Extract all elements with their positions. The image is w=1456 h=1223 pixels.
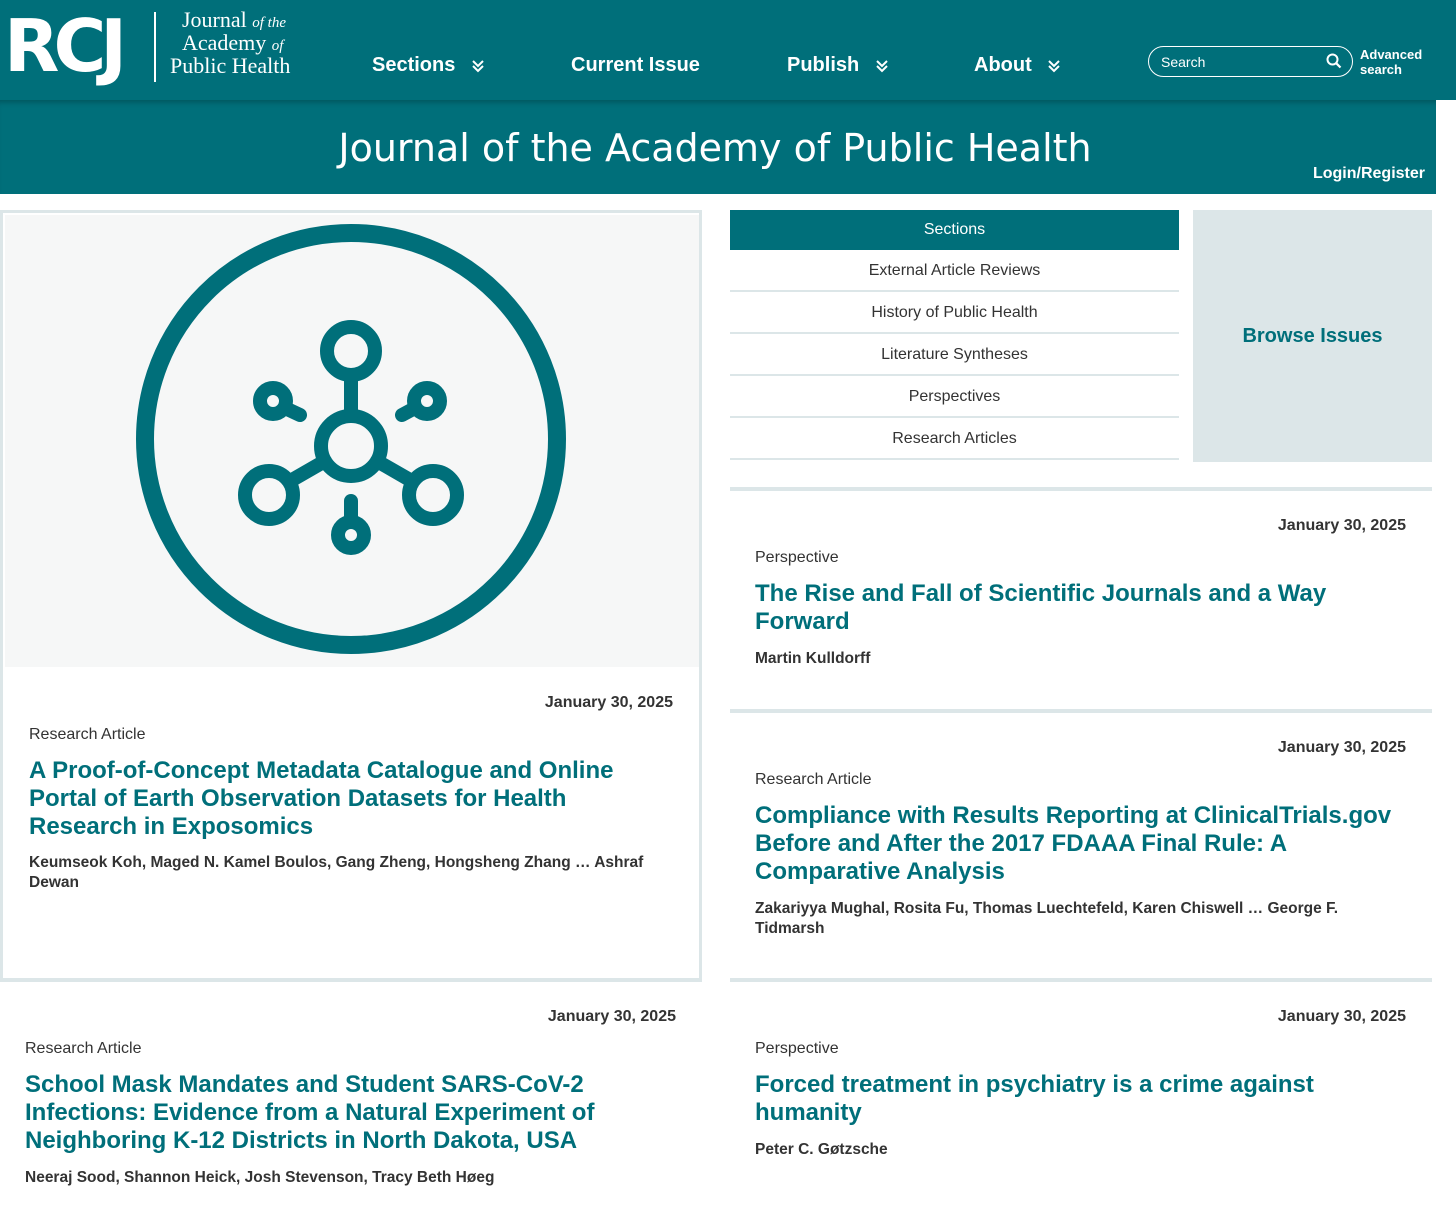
article-authors-line: Keumseok Koh, Maged N. Kamel Boulos, Gang Zheng, Hongsheng Zhang … Ashraf bbox=[29, 854, 644, 871]
article-authors bbox=[29, 853, 643, 893]
advanced-search-line-2: search bbox=[1360, 62, 1402, 77]
article-type: Research Article bbox=[755, 771, 872, 788]
article-type: Research Article bbox=[29, 726, 146, 743]
logo-line-3: Public Health bbox=[170, 53, 291, 78]
featured-article-card[interactable] bbox=[0, 210, 702, 982]
advanced-search-line-1: Advanced bbox=[1360, 47, 1423, 62]
article-authors-line: Peter C. Gøtzsche bbox=[755, 1141, 888, 1158]
nav-sections-label: Sections bbox=[372, 54, 456, 76]
article-authors bbox=[755, 649, 870, 669]
article-title-line: Forced treatment in psychiatry is a crime against bbox=[755, 1071, 1314, 1098]
divider bbox=[730, 487, 1432, 491]
network-molecule-icon bbox=[5, 215, 699, 667]
article-date: January 30, 2025 bbox=[1277, 517, 1406, 534]
nav-about[interactable] bbox=[974, 52, 1061, 78]
article-title-line: Infections: Evidence from a Natural Experiment of bbox=[25, 1099, 595, 1126]
article-authors bbox=[755, 899, 1338, 939]
article-type: Research Article bbox=[25, 1040, 142, 1057]
article-title-line: A Proof-of-Concept Metadata Catalogue and Online bbox=[29, 757, 614, 784]
article-authors-line: Dewan bbox=[29, 874, 79, 891]
article-authors bbox=[755, 1140, 888, 1160]
nav-sections[interactable] bbox=[372, 52, 485, 78]
nav-publish-label: Publish bbox=[787, 54, 860, 76]
search-icon[interactable] bbox=[1326, 53, 1342, 69]
nav-publish[interactable] bbox=[787, 52, 889, 78]
article-date: January 30, 2025 bbox=[1277, 739, 1406, 756]
section-link-external-article-reviews[interactable]: External Article Reviews bbox=[730, 250, 1179, 292]
section-link-history-of-public-health[interactable]: History of Public Health bbox=[730, 292, 1179, 334]
article-title-line: Portal of Earth Observation Datasets for Health bbox=[29, 785, 567, 812]
article-authors bbox=[25, 1168, 494, 1188]
logo-line-2: Academy bbox=[182, 30, 267, 55]
browse-issues-button[interactable]: Browse Issues bbox=[1193, 210, 1432, 462]
article-authors-line: Zakariyya Mughal, Rosita Fu, Thomas Luechtefeld, Karen Chiswell … George F. bbox=[755, 900, 1339, 917]
article-title-line: School Mask Mandates and Student SARS-CoV-2 bbox=[25, 1071, 584, 1098]
article-title[interactable] bbox=[755, 580, 1326, 636]
article-title[interactable] bbox=[755, 1071, 1314, 1127]
article-authors-line: Neeraj Sood, Shannon Heick, Josh Stevenson, Tracy Beth Høeg bbox=[25, 1169, 495, 1186]
article-authors-line: Tidmarsh bbox=[755, 920, 825, 937]
nav-current-issue-label: Current Issue bbox=[571, 54, 700, 76]
article-title-line: Forward bbox=[755, 608, 850, 635]
site-logo[interactable] bbox=[4, 6, 304, 90]
article-title-line: Neighboring K-12 Districts in North Dakota, USA bbox=[25, 1127, 578, 1154]
logo-divider bbox=[154, 12, 156, 82]
article-title-line: Research in Exposomics bbox=[29, 813, 314, 840]
search-box bbox=[1148, 46, 1353, 77]
article-title[interactable] bbox=[25, 1071, 594, 1155]
article-title-line: Compliance with Results Reporting at ClinicalTrials.gov bbox=[755, 802, 1392, 829]
article-title[interactable] bbox=[29, 757, 613, 841]
article-date: January 30, 2025 bbox=[544, 694, 673, 711]
chevron-double-down-icon bbox=[875, 59, 889, 73]
featured-article-image bbox=[5, 215, 699, 667]
article-title-line: Before and After the 2017 FDAAA Final Rule: A bbox=[755, 830, 1288, 857]
search-input[interactable] bbox=[1161, 51, 1321, 73]
sections-panel-header: Sections bbox=[730, 210, 1179, 250]
divider bbox=[730, 978, 1432, 982]
article-date: January 30, 2025 bbox=[547, 1008, 676, 1025]
logo-line-1: Journal bbox=[182, 7, 247, 32]
logo-line-1-small: of the bbox=[252, 15, 287, 31]
article-date: January 30, 2025 bbox=[1277, 1008, 1406, 1025]
logo-letters: RCJ bbox=[4, 4, 122, 88]
top-navigation-bar bbox=[0, 0, 1456, 100]
article-authors-line: Martin Kulldorff bbox=[755, 650, 871, 667]
section-link-literature-syntheses[interactable]: Literature Syntheses bbox=[730, 334, 1179, 376]
page-title: Journal of the Academy of Public Health bbox=[338, 126, 1092, 170]
section-link-research-articles[interactable]: Research Articles bbox=[730, 418, 1179, 460]
login-register-link[interactable]: Login/Register bbox=[1312, 165, 1425, 182]
divider bbox=[0, 978, 702, 982]
article-title-line: The Rise and Fall of Scientific Journals and a Way bbox=[755, 580, 1327, 607]
article-title[interactable] bbox=[755, 802, 1391, 886]
chevron-double-down-icon bbox=[1047, 59, 1061, 73]
article-title-line: humanity bbox=[755, 1099, 862, 1126]
advanced-search-link[interactable] bbox=[1360, 47, 1422, 77]
article-type: Perspective bbox=[755, 549, 839, 566]
divider bbox=[730, 709, 1432, 713]
article-title-line: Comparative Analysis bbox=[755, 858, 1005, 885]
article-type: Perspective bbox=[755, 1040, 839, 1057]
logo-line-2-small: of bbox=[271, 38, 284, 54]
nav-current-issue[interactable] bbox=[571, 52, 700, 78]
chevron-double-down-icon bbox=[471, 59, 485, 73]
section-link-perspectives[interactable]: Perspectives bbox=[730, 376, 1179, 418]
nav-about-label: About bbox=[974, 54, 1032, 76]
